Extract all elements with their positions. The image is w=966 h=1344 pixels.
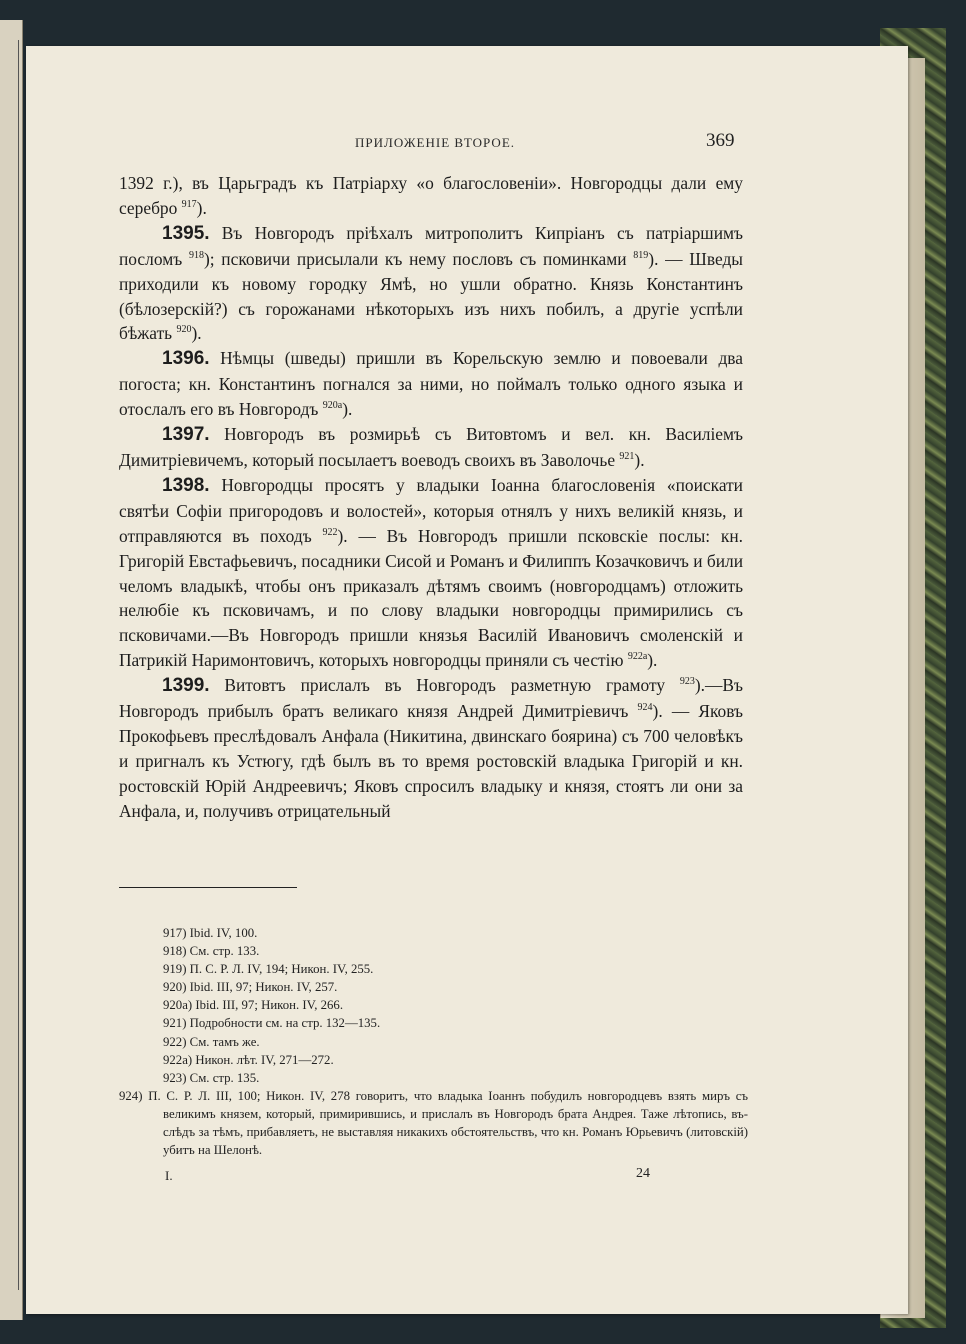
- footnote: 921) Подробности см. на стр. 132—135.: [163, 1016, 381, 1031]
- footnote: 918) См. стр. 133.: [163, 944, 260, 959]
- running-header: ПРИЛОЖЕНІЕ ВТОРОЕ.: [355, 135, 516, 150]
- page-number: 369: [706, 130, 735, 151]
- footnote: 922а) Никон. лѣт. IV, 271—272.: [163, 1052, 334, 1067]
- footnote: 924) П. С. Р. Л. III, 100; Никон. IV, 278 говоритъ, что владыка Іоаннъ побудилъ новгородцевъ взять миръ съ великимъ князем, который, примирившись, и прислалъ въ Новгородъ брата Андрея. Таже лѣтопись, въ-слѣдъ за тѣмъ, прибавляетъ, не выставляя никакихъ обстоятельствъ, что кн. Романъ Юрьевичъ (литовскій) убитъ на Шелонѣ.: [119, 1088, 748, 1158]
- footnote: 923) См. стр. 135.: [163, 1070, 260, 1085]
- footnote-divider: [119, 887, 297, 888]
- entry-paragraph: 1398. Новгородцы просятъ у владыки Іоанна благословенія «поискати святѣи Софіи пригородовъ и волостей», которыя отнялъ у нихъ великій князь, и отправляются въ походъ $^{922}$). — Въ Новгородъ пришли псковскіе послы: кн. Григорій Евстафьевичъ, посадники Сисой и Романъ и Филиппъ Козачковичъ и били челомъ владыкѣ, чтобы онъ приказалъ дѣтямъ своимъ (новгородцамъ) отложить нелюбіе къ псковичамъ, и по слову владыки новгородцы примирились съ псковичами.—Въ Новгородъ пришли князья Василій Ивановичъ смоленскій и Патрикій Наримонтовичъ, которыхъ новгородцы приняли съ честію $^{922а}$).: [119, 474, 743, 671]
- signature-number: 24: [636, 1166, 650, 1181]
- binding-thread: [18, 40, 19, 1290]
- entry-paragraph: 1397. Новгородъ въ розмирьѣ съ Витовтомъ и вел. кн. Василіемъ Димитріевичемъ, который посылаетъ воеводъ своихъ въ Заволочье $^{921}$).: [119, 424, 743, 470]
- footnote: 922) См. тамъ же.: [163, 1034, 260, 1049]
- footnotes: [119, 924, 748, 1159]
- left-page-edge: [0, 20, 23, 1320]
- entry-paragraph: 1399. Витовтъ прислалъ въ Новгородъ разметную грамоту $^{923}$).—Въ Новгородъ прибылъ братъ великаго князя Андрей Димитріевичъ $^{924}$). — Яковъ Прокофьевъ преслѣдовалъ Анфала (Никитина, двинскаго боярина) съ 700 человѣкъ и пригналъ къ Устюгу, гдѣ былъ въ то время ростовскій владыка Григорій и кн. ростовскій Юрій Андреевичъ; Яковъ спросилъ владыку и князя, стоятъ ли они за Анфала, и, получивъ отрицательный: [119, 675, 743, 821]
- footnote: 917) Ibid. IV, 100.: [163, 926, 258, 940]
- signature-mark: I.: [165, 1168, 173, 1183]
- entry-paragraph: 1396. Нѣмцы (шведы) пришли въ Корельскую землю и повоевали два погоста; кн. Константинъ погнался за ними, но поймалъ только одного языка и отослалъ его въ Новгородъ $^{920а}$).: [119, 348, 743, 420]
- footnote: 920) Ibid. III, 97; Никон. IV, 257.: [163, 980, 338, 995]
- main-text: [119, 171, 743, 824]
- footnote: 919) П. С. Р. Л. IV, 194; Никон. IV, 255.: [163, 962, 374, 977]
- entry-paragraph: 1395. Въ Новгородъ пріѣхалъ митрополитъ Кипріанъ съ патріаршимъ посломъ $^{918}$); псковичи присылали къ нему пословъ съ поминками $^{819}$). — Шведы приходили къ новому городку Ямѣ, но ушли обратно. Князь Константинъ (бѣлозерскій?) съ горожанами нѣкоторыхъ изъ нихъ побилъ, а другіе успѣли бѣжать $^{920}$).: [119, 222, 743, 344]
- footnote: 920а) Ibid. III, 97; Никон. IV, 266.: [163, 998, 344, 1013]
- intro-paragraph: 1392 г.), въ Царьградъ къ Патріарху «о благословеніи». Новгородцы дали ему серебро $^{917}$).: [119, 173, 743, 218]
